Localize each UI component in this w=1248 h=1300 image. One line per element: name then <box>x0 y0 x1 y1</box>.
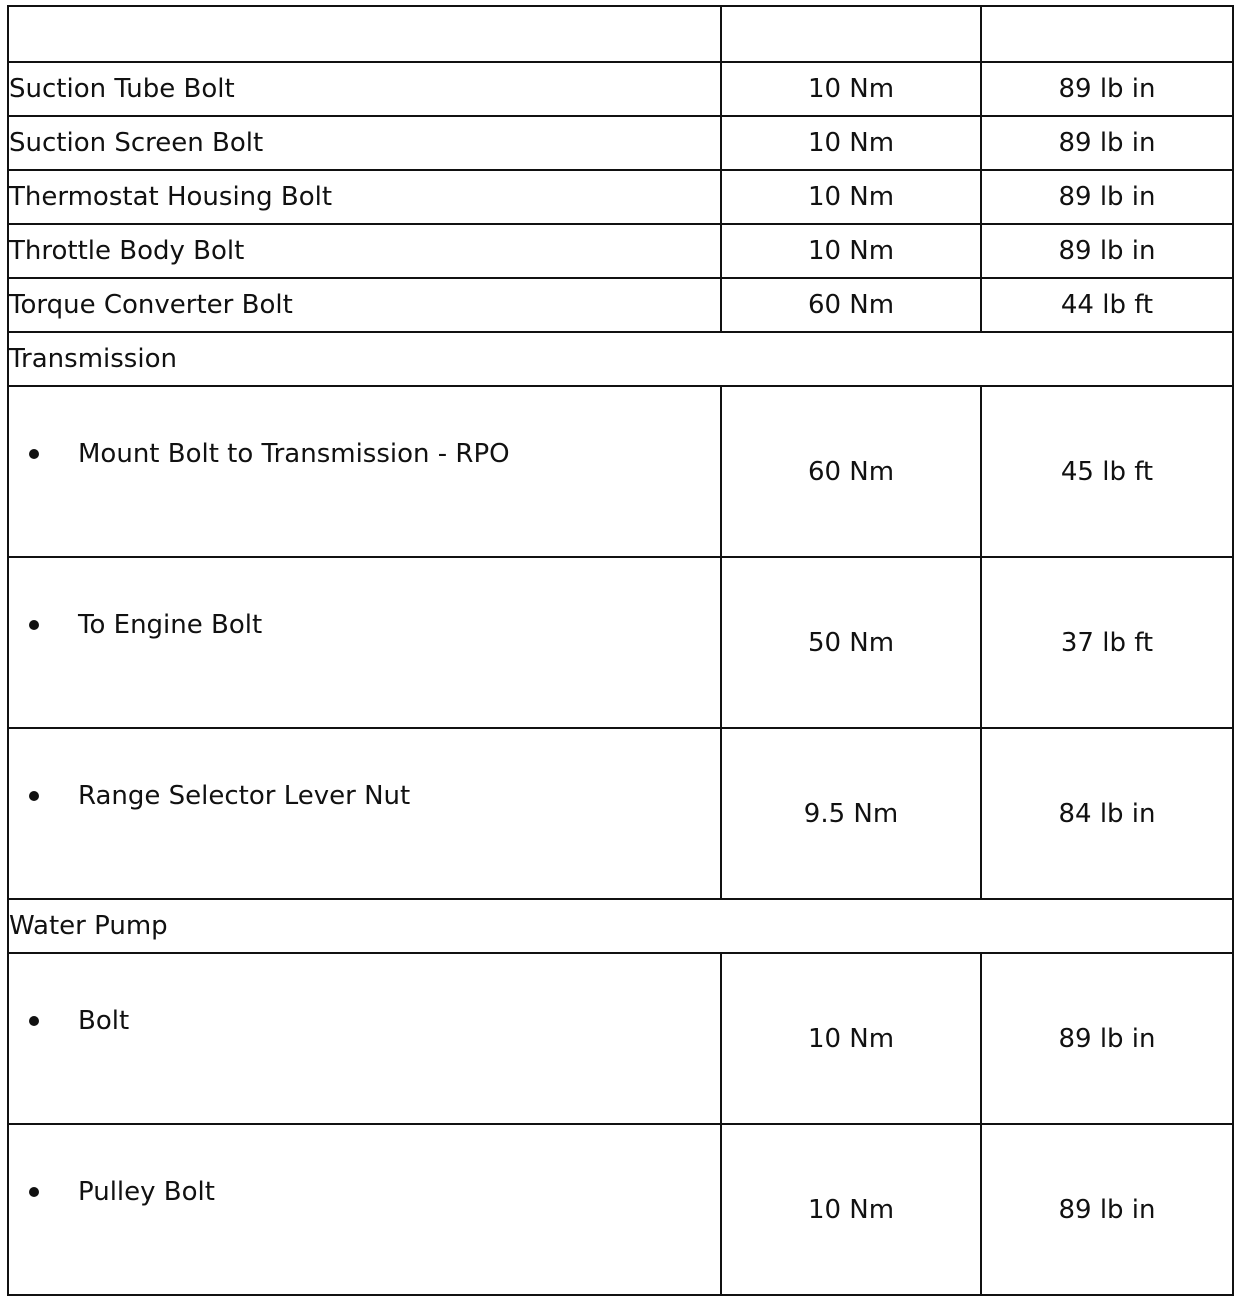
metric-value: 10 Nm <box>807 1195 895 1225</box>
table-row <box>8 170 1233 224</box>
english-value: 37 lb ft <box>1060 628 1154 658</box>
part-name: Throttle Body Bolt <box>8 224 721 278</box>
part-name: Bolt <box>78 1006 130 1036</box>
table-row <box>8 728 1233 899</box>
bullet-icon <box>29 449 39 459</box>
part-name: Suction Screen Bolt <box>8 116 721 170</box>
bullet-icon <box>29 791 39 801</box>
part-name: Pulley Bolt <box>78 1177 215 1207</box>
metric-cell <box>721 953 981 1124</box>
metric-value: 50 Nm <box>807 628 895 658</box>
english-value: 89 lb in <box>981 116 1233 170</box>
english-value: 45 lb ft <box>1060 457 1154 487</box>
group-heading-transmission: Transmission <box>8 332 1233 386</box>
metric-value: 60 Nm <box>807 457 895 487</box>
bullet-cell <box>8 953 721 1124</box>
metric-cell <box>721 386 981 557</box>
bullet-icon <box>29 620 39 630</box>
english-value: 89 lb in <box>981 170 1233 224</box>
metric-value: 60 Nm <box>721 278 981 332</box>
group-header-row <box>8 332 1233 386</box>
table-row <box>8 62 1233 116</box>
english-value: 44 lb ft <box>981 278 1233 332</box>
table-row-empty <box>8 6 1233 62</box>
part-name: Range Selector Lever Nut <box>78 781 411 811</box>
english-cell <box>981 386 1233 557</box>
torque-spec-table <box>7 5 1234 1296</box>
part-name: Thermostat Housing Bolt <box>8 170 721 224</box>
bullet-icon <box>29 1187 39 1197</box>
table-row <box>8 1124 1233 1295</box>
bullet-cell <box>8 386 721 557</box>
english-value: 89 lb in <box>981 224 1233 278</box>
metric-value: 10 Nm <box>807 1024 895 1054</box>
english-cell <box>981 728 1233 899</box>
table-row <box>8 116 1233 170</box>
table-row <box>8 224 1233 278</box>
part-name: Suction Tube Bolt <box>8 62 721 116</box>
empty-cell <box>981 6 1233 62</box>
english-value: 84 lb in <box>1058 799 1156 829</box>
metric-cell <box>721 728 981 899</box>
bullet-icon <box>29 1016 39 1026</box>
bullet-cell <box>8 557 721 728</box>
bullet-cell <box>8 1124 721 1295</box>
metric-value: 10 Nm <box>721 224 981 278</box>
metric-value: 10 Nm <box>721 116 981 170</box>
table-row <box>8 557 1233 728</box>
english-cell <box>981 557 1233 728</box>
part-name: To Engine Bolt <box>78 610 263 640</box>
group-heading-water-pump: Water Pump <box>8 899 1233 953</box>
table-row <box>8 278 1233 332</box>
bullet-cell <box>8 728 721 899</box>
metric-value: 10 Nm <box>721 62 981 116</box>
table-row <box>8 953 1233 1124</box>
metric-cell <box>721 557 981 728</box>
english-value: 89 lb in <box>1058 1195 1156 1225</box>
metric-value: 10 Nm <box>721 170 981 224</box>
part-name: Torque Converter Bolt <box>8 278 721 332</box>
english-value: 89 lb in <box>981 62 1233 116</box>
part-name: Mount Bolt to Transmission - RPO <box>78 439 510 469</box>
table-row <box>8 386 1233 557</box>
english-value: 89 lb in <box>1058 1024 1156 1054</box>
metric-cell <box>721 1124 981 1295</box>
empty-cell <box>8 6 721 62</box>
metric-value: 9.5 Nm <box>803 799 899 829</box>
english-cell <box>981 953 1233 1124</box>
english-cell <box>981 1124 1233 1295</box>
empty-cell <box>721 6 981 62</box>
group-header-row <box>8 899 1233 953</box>
